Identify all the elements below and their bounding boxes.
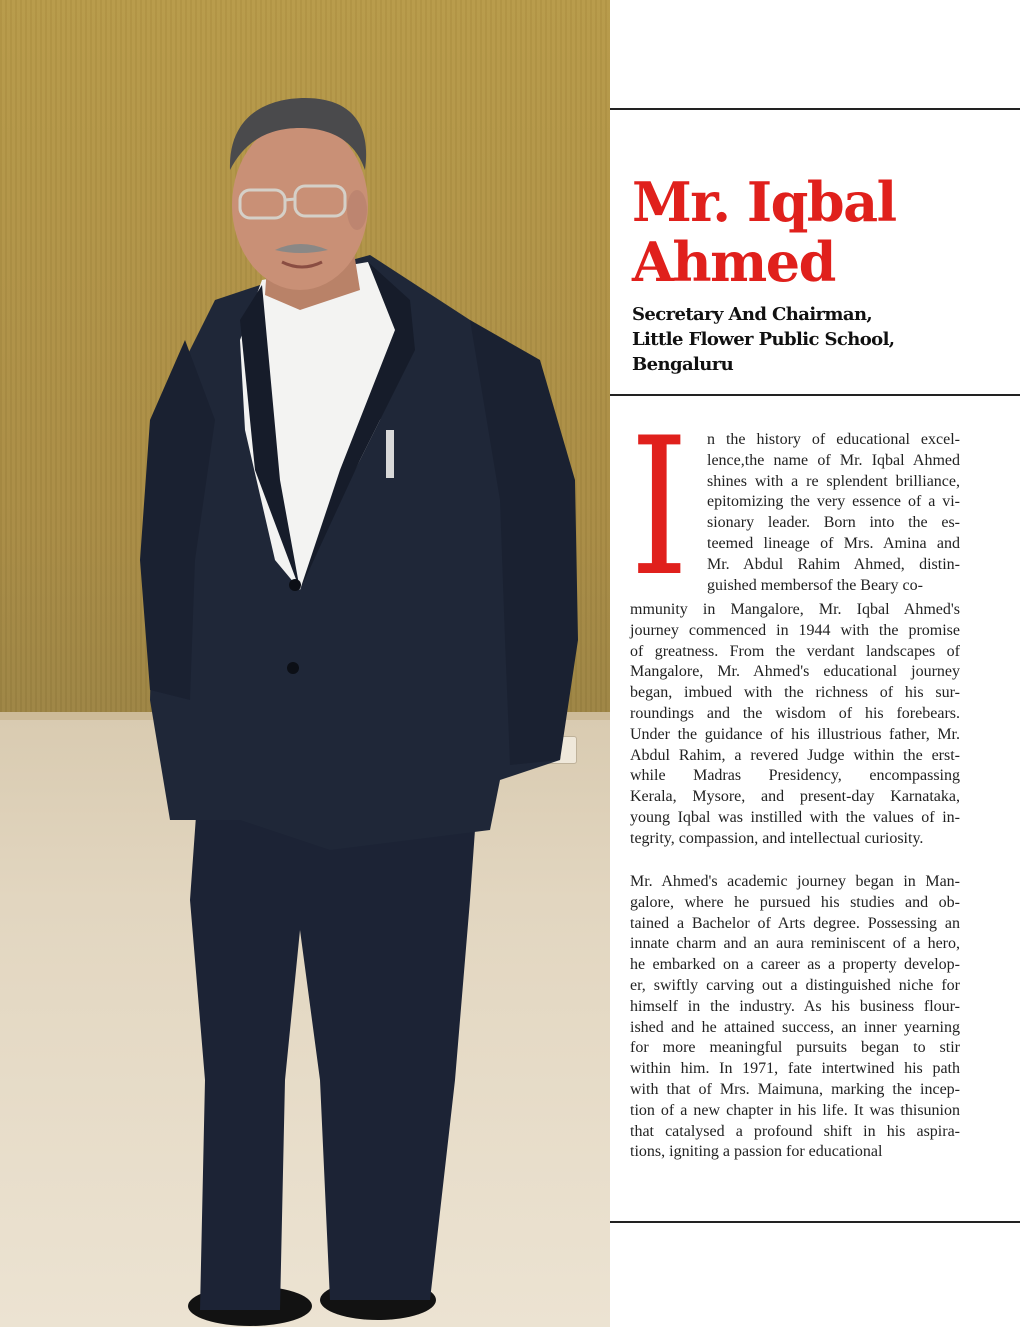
text-line: Abdul Rahim, a revered Judge within the erst-	[630, 746, 960, 764]
paragraph-2	[630, 872, 960, 1163]
text-line: epitomizing the very essence of a vi-	[707, 493, 960, 511]
text-line: ished and he attained success, an inner yearning	[630, 1018, 960, 1036]
paragraph-1-intro	[707, 430, 960, 596]
jacket-button-1	[289, 579, 301, 591]
text-line: Mr. Abdul Rahim Ahmed, distin-	[707, 555, 960, 573]
text-line: Mangalore, Mr. Ahmed's educational journey	[630, 663, 960, 681]
text-line: within him. In 1971, fate intertwined his path	[630, 1060, 960, 1078]
page-title	[632, 172, 1012, 292]
pocket-pen	[386, 430, 394, 478]
subtitle	[632, 302, 1012, 377]
text-line: tions, igniting a passion for educational	[630, 1143, 883, 1161]
text-line: guished membersof the Beary co-	[707, 576, 923, 594]
text-line: young Iqbal was instilled with the values of in-	[630, 808, 960, 826]
subtitle-line-1: Secretary And Chairman,	[632, 304, 873, 325]
text-line: of greatness. From the verdant landscapes of	[630, 642, 960, 660]
drop-cap: I	[630, 397, 689, 618]
top-rule	[610, 108, 1020, 110]
text-line: tegrity, compassion, and intellectual curiosity.	[630, 829, 924, 847]
text-line: mmunity in Mangalore, Mr. Iqbal Ahmed's	[630, 601, 960, 618]
text-line: tained a Bachelor of Arts degree. Possessing an	[630, 914, 960, 932]
paragraph-1-continued	[630, 600, 960, 850]
text-line: er, swiftly carving out a distinguished niche for	[630, 976, 960, 994]
text-line: himself in the industry. As his business flour-	[630, 997, 960, 1015]
text-line: n the history of educational excel-	[707, 431, 960, 448]
text-line: shines with a re splendent brilliance,	[707, 472, 960, 490]
text-line: that catalysed a profound shift in his aspira-	[630, 1122, 960, 1140]
subtitle-line-3: Bengaluru	[632, 354, 734, 375]
text-line: began, imbued with the richness of his sur-	[630, 684, 960, 702]
text-line: he embarked on a career as a property develop-	[630, 956, 960, 974]
ear	[347, 190, 367, 230]
text-line: Kerala, Mysore, and present-day Karnataka,	[630, 788, 960, 806]
subtitle-line-2: Little Flower Public School,	[632, 329, 895, 350]
text-line: sionary leader. Born into the es-	[707, 514, 960, 532]
text-line: for more meaningful pursuits began to stir	[630, 1039, 960, 1057]
text-line: teemed lineage of Mrs. Amina and	[707, 534, 960, 552]
text-line: roundings and the wisdom of his forebears.	[630, 704, 960, 722]
title-line-2: Ahmed	[632, 230, 835, 294]
text-line: while Madras Presidency, encompassing	[630, 767, 960, 785]
jacket-button-2	[287, 662, 299, 674]
text-line: journey commenced in 1944 with the promise	[630, 621, 960, 639]
text-line: Under the guidance of his illustrious father, Mr.	[630, 725, 960, 743]
glasses-bridge	[285, 199, 295, 200]
text-line: galore, where he pursued his studies and ob-	[630, 893, 960, 911]
text-line: with that of Mrs. Maimuna, marking the incep-	[630, 1080, 960, 1098]
text-line: Mr. Ahmed's academic journey began in Man-	[630, 873, 960, 890]
text-line: tion of a new chapter in his life. It was thisunion	[630, 1101, 960, 1119]
mid-rule	[610, 394, 1020, 396]
title-line-1: Mr. Iqbal	[632, 170, 896, 234]
text-line: lence,the name of Mr. Iqbal Ahmed	[707, 451, 960, 469]
bottom-rule	[610, 1221, 1020, 1223]
text-line: innate charm and an aura reminiscent of a hero,	[630, 935, 960, 953]
